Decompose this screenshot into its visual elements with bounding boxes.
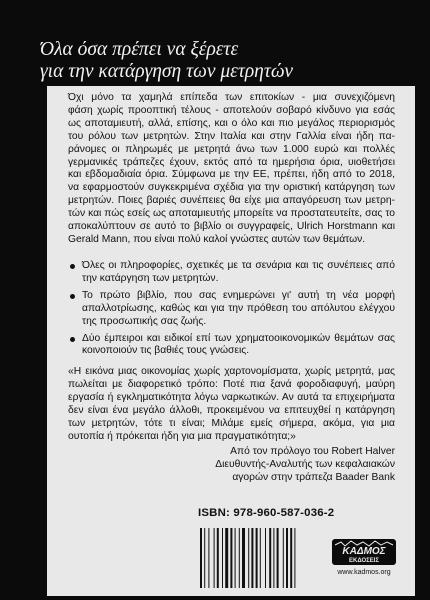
- intro-line: φάση χωρίς προοπτική τέλους - αποτελούν σοβαρό κίνδυνο για εσάς: [68, 104, 395, 116]
- publisher-logo: [331, 537, 397, 567]
- title-line-1: Όλα όσα πρέπει να ξέρετε: [40, 39, 239, 60]
- bullet-item: [68, 290, 395, 329]
- attribution-line: Από τον πρόλογο του Robert Halver: [230, 446, 395, 457]
- svg-text:ΚΑΔΜΟΣ: ΚΑΔΜΟΣ: [342, 546, 386, 557]
- attribution-line: αγορών στην τράπεζα Baader Bank: [232, 471, 395, 483]
- intro-line: αποκαλύπτουν σε αυτό το βιβλίο οι συγγραφείς, Ulrich Horstmann και: [68, 221, 395, 233]
- bullet-text: Το πρώτο βιβλίο, που σας ενημερώνει γι' αυτή τη νέα μορφή απαλλοτρίωσης, καθώς και για την πρόθεση του απόλυτου ελέγχου της προσωπικής σας ζωής.: [82, 289, 395, 327]
- barcode-icon: [197, 526, 313, 592]
- bullet-text: Δύο έμπειροι και ειδικοί επί των χρηματοοικονομικών θεμάτων σας κοινοποιούν τις βαθιές τους γνώσεις.: [82, 332, 395, 357]
- intro-line: του ρόλου των μετρητών. Στην Ιταλία και στην Γαλλία είναι ήδη πα-: [68, 130, 395, 142]
- bullet-item: [68, 260, 395, 286]
- cover-title: [40, 39, 400, 83]
- bullet-dot-icon: [70, 337, 75, 342]
- intro-line: γερμανικές τράπεζες έχουν, εκτός από τα ημερήσια όρια, υιοθετήσει: [68, 156, 395, 168]
- bullet-item: [68, 333, 395, 359]
- bullet-text: Όλες οι πληροφορίες, σχετικές με τα σενάρια και τις συνέπειες από την κατάργηση των μετρητών.: [82, 260, 395, 284]
- intro-line: να εφαρμοστούν συγκεκριμένα σχέδια για την οριστική κατάργηση των: [68, 182, 395, 194]
- intro-line: τών και πώς εσείς ως αποταμιευτής μπορείτε να προστατευτείτε, σας το: [68, 208, 395, 220]
- quote-attribution: [68, 446, 395, 485]
- title-line-2: για την κατάργηση των μετρητών: [40, 61, 294, 82]
- bullet-list: [68, 260, 395, 362]
- attribution-line: Διευθυντής-Αναλυτής των κεφαλαιακών: [215, 458, 395, 470]
- intro-line: και εβδομαδιαία όρια. Σύμφωνα με την ΕΕ, πρέπει, ήδη από το 2018,: [68, 169, 395, 181]
- intro-line: ράνομες οι πληρωμές με μετρητά άνω των 1.000 ευρώ και πολλές: [68, 143, 395, 155]
- intro-line: ως αποταμιευτή, αλλά, επίσης, και ο όλο και πιο μεγάλος περιορισμός: [68, 117, 395, 129]
- bullet-dot-icon: [70, 264, 75, 269]
- intro-line: μετρητών. Ποιες βαριές συνέπειες θα είχε μια απαγόρευση των μετρη-: [68, 195, 395, 207]
- publisher-website: www.kadmos.org: [337, 569, 391, 576]
- bullet-dot-icon: [70, 294, 75, 299]
- intro-line: Gerald Mann, που είναι πολύ καλοί γνώστες αυτών των θεμάτων.: [68, 233, 366, 245]
- intro-line: Όχι μόνο τα χαμηλά επίπεδα των επιτοκίων - μια συνεχιζόμενη: [68, 92, 395, 103]
- blurb-quote: «Η εικόνα μιας οικονομίας χωρίς χαρτονομίσματα, χωρίς μετρητά, μας πωλείται με διαφορετικό τρόπο: Ποτέ πια ξανά φοροδιαφυγή, μαύρη εργασία ή εγκληματικότητα λόγω ναρκωτικών. Αν αυτά τα επιχειρήματα δεν είναι ένα μεγάλο άλλοθι, προκειμένου να επιτευχθεί η κατάργηση των μετρητών, τότε τι είναι; Μιλάμε εμείς σήμερα, ακόμα, για μια ουτοπία ή πρόκειται ήδη για μια πραγματικότητα;»: [68, 366, 395, 442]
- isbn-label: ISBN: 978-960-587-036-2: [198, 507, 335, 519]
- svg-text:ΕΚΔΟΣΕΙΣ: ΕΚΔΟΣΕΙΣ: [348, 558, 380, 564]
- intro-paragraph: [68, 92, 395, 247]
